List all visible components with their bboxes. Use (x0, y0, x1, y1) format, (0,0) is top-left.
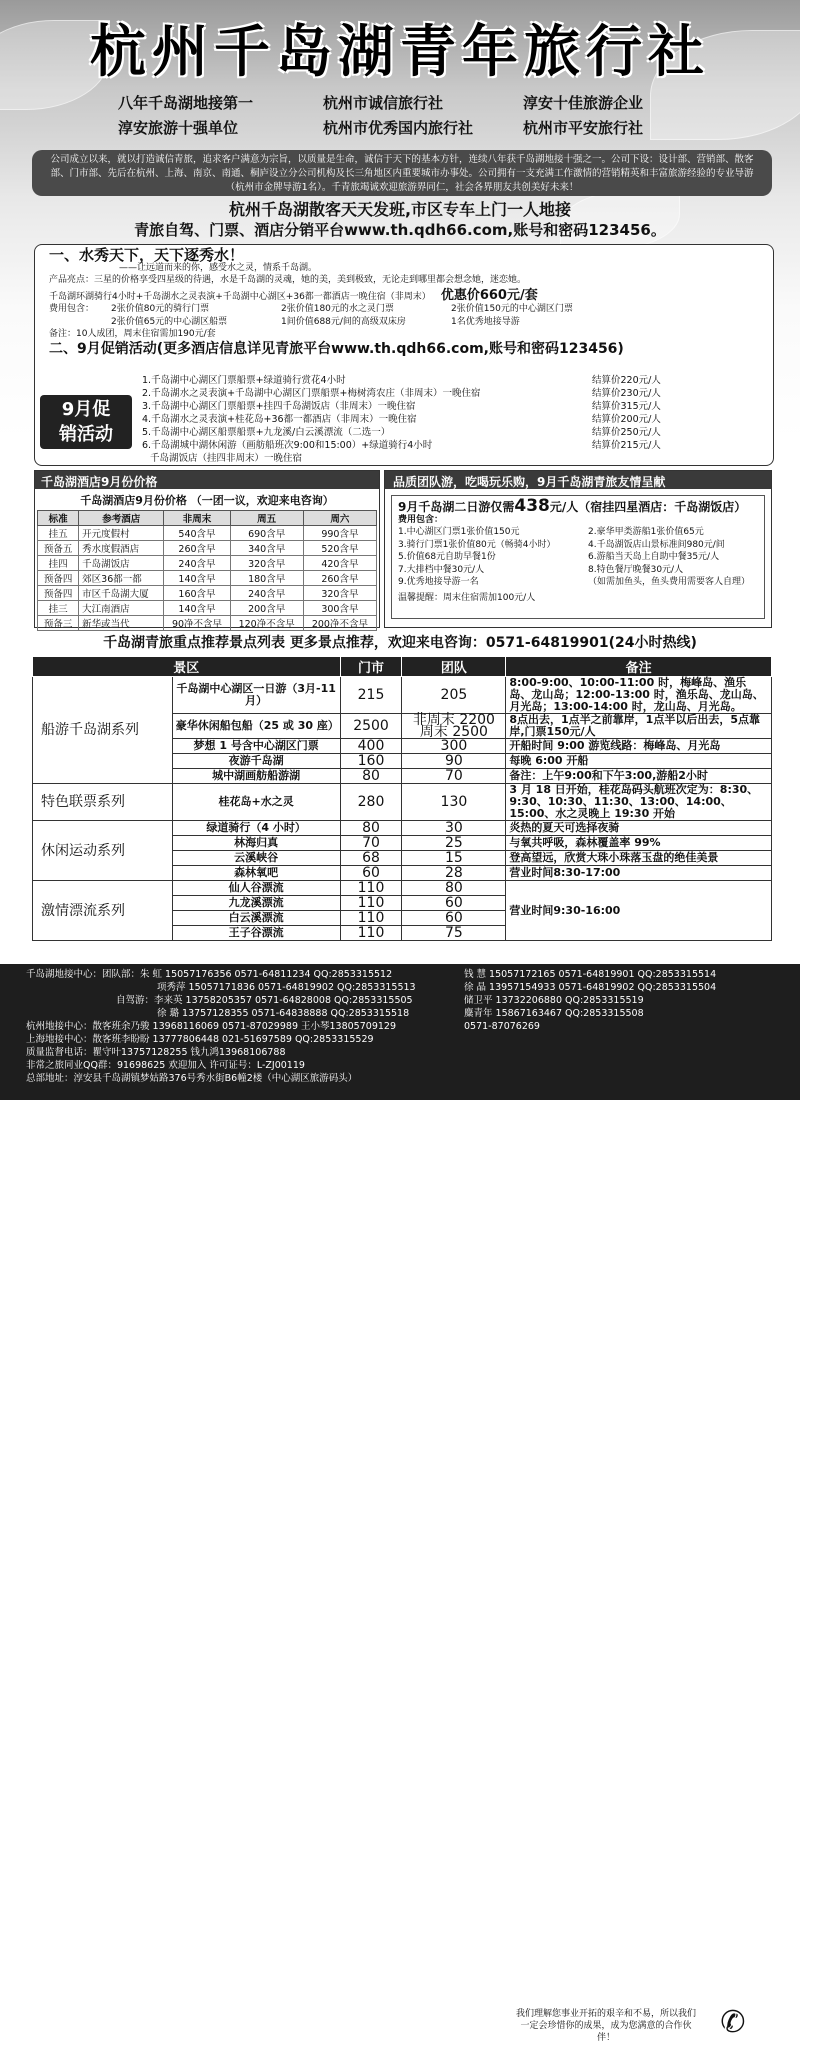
table-row (38, 601, 377, 616)
group-item: 5.价值68元自助早餐1份 (398, 552, 496, 562)
footer-line (26, 1059, 774, 1072)
retail-price: 280 (340, 784, 402, 821)
footer-line (26, 968, 774, 981)
group-price: 80 (402, 881, 506, 896)
footer-line (26, 1020, 774, 1033)
table-cell: 预备四 (38, 586, 79, 601)
table-cell: 260含早 (164, 541, 230, 556)
honor-item: 杭州市诚信旅行社 (323, 94, 444, 112)
honor-item: 杭州市优秀国内旅行社 (323, 119, 474, 137)
agency-title: 杭州千岛湖青年旅行社 (90, 20, 710, 85)
promo-badge (40, 395, 132, 449)
group-price: 60 (402, 896, 506, 911)
table-cell: 690含早 (230, 526, 303, 541)
promo-price: 结算价315元/人 (592, 401, 661, 412)
footer-line (26, 1072, 774, 1085)
footer-text: 自驾游：李来英 13758205357 0571-64828008 QQ:2853315505 (116, 995, 413, 1006)
remark-cell: 营业时间9:30-16:00 (506, 881, 772, 941)
group-fee-label: 费用包含： (398, 514, 444, 525)
table-row (33, 677, 772, 714)
table-cell: 140含早 (164, 571, 230, 586)
slogan-block (0, 200, 800, 240)
sight-name: 九龙溪漂流 (172, 896, 340, 911)
group-item: 1.中心湖区门票1张价值150元 (398, 527, 520, 537)
honor-item: 淳安旅游十强单位 (118, 119, 239, 137)
promo-list (142, 374, 702, 465)
footer-text: 钱 慧 15057172165 0571-64819901 QQ:2853315514 (464, 969, 717, 980)
footer-text: 项秀萍 15057171836 0571-64819902 QQ:2853315513 (157, 982, 416, 993)
group-item: 8.特色餐厅晚餐30元/人 (588, 564, 684, 575)
retail-price: 110 (340, 896, 402, 911)
group-title-text: 9月千岛湖二日游仅需 (398, 500, 515, 514)
group-price: 75 (402, 926, 506, 941)
table-cell: 90净不含早 (164, 616, 230, 631)
footer-line (26, 994, 774, 1007)
honor-item: 杭州市平安旅行社 (523, 119, 644, 137)
promo-badge-line: 销活动 (59, 424, 113, 445)
sight-name: 云溪峡谷 (172, 851, 340, 866)
fee-item: 2张价值65元的中心湖区船票 (111, 316, 228, 327)
table-row (38, 586, 377, 601)
promo-badge-line: 9月促 (61, 399, 111, 420)
category-cell: 休闲运动系列 (33, 821, 173, 881)
table-cell: 郊区36都一都 (79, 571, 164, 586)
table-cell: 预备五 (38, 541, 79, 556)
promo-price: 结算价215元/人 (592, 440, 661, 451)
retail-price: 400 (340, 739, 402, 754)
platform-line: 青旅自驾、门票、酒店分销平台www.th.qdh66.com,账号和密码123456。 (134, 221, 666, 239)
promo-price: 结算价200元/人 (592, 414, 661, 425)
retail-price: 110 (340, 911, 402, 926)
remark-cell: 备注：上午9:00和下午3:00,游船2小时 (506, 769, 772, 784)
remark-cell: 炎热的夏天可选择夜骑 (506, 821, 772, 836)
table-cell: 160含早 (164, 586, 230, 601)
fee-item: 1间价值688元/间的高级双床房 (281, 316, 406, 327)
column-header: 非周末 (164, 511, 230, 526)
sight-name: 林海归真 (172, 836, 340, 851)
footer-text: 千岛湖地接中心：团队部：朱 虹 15057176356 0571-64811234 QQ:2853315512 (26, 969, 393, 980)
honor-item: 淳安十佳旅游企业 (523, 94, 644, 112)
table-cell: 开元度假村 (79, 526, 164, 541)
remark-cell: 3 月 18 日开始，桂花岛码头航班次定为：8:30、9:30、10:30、11:30、13:00、14:00、15:00、水之灵晚上 19:30 开始 (506, 784, 772, 821)
table-row (38, 541, 377, 556)
column-header: 团队 (402, 657, 506, 677)
sight-name: 梦想 1 号含中心湖区门票 (172, 739, 340, 754)
group-price: 28 (402, 866, 506, 881)
fee-item: 1名优秀地接导游 (451, 316, 520, 327)
remark-cell: 登高望远，欣赏大珠小珠落玉盘的绝佳美景 (506, 851, 772, 866)
group-price: 非周末 2200 周末 2500 (402, 714, 506, 739)
tour-note: 备注：10人成团，周末住宿需加190元/套 (49, 329, 216, 339)
group-offer (391, 495, 765, 619)
promo-text: 2.千岛湖水之灵表演+千岛湖中心湖区门票船票+梅树湾农庄（非周末）一晚住宿 (142, 388, 481, 399)
table-cell: 340含早 (230, 541, 303, 556)
group-item: 9.优秀地接导游一名 (398, 577, 479, 587)
group-tour-panel (384, 470, 772, 628)
table-cell: 990含早 (303, 526, 376, 541)
table-cell: 120净不含早 (230, 616, 303, 631)
retail-price: 68 (340, 851, 402, 866)
retail-price: 80 (340, 821, 402, 836)
company-intro: 公司成立以来，就以打造诚信青旅，追求客户满意为宗旨，以质量是生命，诚信于天下的基本方针，连续八年获千岛湖地接十强之一。公司下设：设计部、营销部、散客部、门市部、先后在杭州、上海、南京、南通、桐庐设立分公司机构及长三角地区内重要城市办事处。公司拥有一支充满工作激情的营销精英和丰富旅游经验的专业导游（杭州市金牌导游1名）。千青旅竭诚欢迎旅游界同仁，社会各界朋友共创美好未来！ (32, 150, 772, 196)
sight-name: 王子谷漂流 (172, 926, 340, 941)
remark-cell: 每晚 6:00 开船 (506, 754, 772, 769)
sight-name: 绿道骑行（4 小时） (172, 821, 340, 836)
promo-item (142, 413, 702, 426)
promo-text: 3.千岛湖中心湖区门票船票+挂四千岛湖饭店（非周末）一晚住宿 (142, 401, 416, 412)
footer-text: 0571-87076269 (464, 1021, 540, 1032)
column-header: 标准 (38, 511, 79, 526)
table-cell: 320含早 (230, 556, 303, 571)
table-cell: 300含早 (303, 601, 376, 616)
fee-item: 2张价值150元的中心湖区门票 (451, 304, 573, 314)
promo-item (142, 426, 702, 439)
retail-price: 110 (340, 926, 402, 941)
table-cell: 540含早 (164, 526, 230, 541)
group-title-price: 438 (514, 496, 550, 516)
category-cell: 船游千岛湖系列 (33, 677, 173, 784)
table-cell: 240含早 (164, 556, 230, 571)
group-header: 品质团队游，吃喝玩乐购，9月千岛湖青旅友情呈献 (385, 471, 771, 489)
table-cell: 千岛湖饭店 (79, 556, 164, 571)
footer-text: 麋青年 15867163467 QQ:2853315508 (464, 1008, 644, 1019)
group-item: （如需加鱼头，鱼头费用需要客人自理） (588, 577, 751, 587)
footer-text: 总部地址：淳安县千岛湖镇梦姑路376号秀水街B6幢2楼（中心湖区旅游码头） (26, 1073, 358, 1084)
table-cell: 挂三 (38, 601, 79, 616)
sight-name: 城中湖画舫船游湖 (172, 769, 340, 784)
sight-name: 千岛湖中心湖区一日游（3月-11月） (172, 677, 340, 714)
footer-lines (26, 968, 774, 1085)
retail-price: 215 (340, 677, 402, 714)
promo-text: 千岛湖饭店（挂四非周末）一晚住宿 (150, 453, 303, 464)
table-cell: 新华或当代 (79, 616, 164, 631)
table-row (33, 821, 772, 836)
footer-text: 质量监督电话：瞿守叶13757128255 钱九鸿13968106788 (26, 1047, 286, 1058)
group-item: 3.骑行门票1张价值80元（畅骑4小时） (398, 539, 556, 550)
footer-line (26, 1046, 774, 1059)
footer-line (26, 1007, 774, 1020)
tour-route: 千岛湖环湖骑行4小时+千岛湖水之灵表演+千岛湖中心湖区+36都一都酒店一晚住宿（非周末） (49, 291, 431, 302)
hotel-price-panel (34, 470, 380, 628)
sight-name: 夜游千岛湖 (172, 754, 340, 769)
tour-highlight: 产品亮点：三星的价格享受四星级的待遇，水是千岛湖的灵魂，她的美，美到极致，无论走到哪里都会想念她，迷恋她。 (49, 275, 527, 285)
promo-item (142, 400, 702, 413)
group-item: 4.千岛湖饭店山景标准间980元/间 (588, 539, 725, 550)
remark-cell: 开船时间 9:00 游览线路：梅峰岛、月光岛 (506, 739, 772, 754)
table-cell: 180含早 (230, 571, 303, 586)
table-cell: 320含早 (303, 586, 376, 601)
tour-price: 优惠价660元/套 (440, 287, 538, 303)
group-price: 25 (402, 836, 506, 851)
honors-list (118, 92, 688, 138)
group-price: 205 (402, 677, 506, 714)
retail-price: 160 (340, 754, 402, 769)
remark-cell: 8:00-9:00、10:00-11:00 时，梅峰岛、渔乐岛、龙山岛；12:00-13:00 时，渔乐岛、龙山岛、月光岛；13:00-14:00 时，龙山岛、月光岛。 (506, 677, 772, 714)
fee-label: 费用包含： (49, 304, 95, 314)
column-header: 参考酒店 (79, 511, 164, 526)
promo-text: 6.千岛湖城中湖休闲游（画舫船班次9:00和15:00）+绿道骑行4小时 (142, 440, 433, 451)
group-item: 7.大排档中餐30元/人 (398, 564, 485, 575)
hotel-header: 千岛湖酒店9月份价格 (35, 471, 379, 489)
table-cell: 市区千岛湖大厦 (79, 586, 164, 601)
recommend-title: 千岛湖青旅重点推荐景点列表 更多景点推荐，欢迎来电咨询：0571-64819901(24小时热线) (103, 635, 697, 651)
table-row (38, 571, 377, 586)
table-cell: 260含早 (303, 571, 376, 586)
fee-item: 2张价值180元的水之灵门票 (281, 304, 394, 314)
sight-name: 豪华休闲船包船（25 或 30 座） (172, 714, 340, 739)
promo-text: 4.千岛湖水之灵表演+桂花岛+36都一都酒店（非周末）一晚住宿 (142, 414, 417, 425)
group-price: 130 (402, 784, 506, 821)
retail-price: 70 (340, 836, 402, 851)
table-cell: 挂五 (38, 526, 79, 541)
table-cell: 200含早 (230, 601, 303, 616)
promo-price (592, 452, 702, 465)
table-row (33, 784, 772, 821)
contact-footer (0, 964, 800, 2043)
tour-subtitle: ——让远道而来的你，感受水之灵，情系千岛湖。 (119, 262, 318, 273)
slogan-line: 杭州千岛湖散客天天发班,市区专车上门一人地接 (228, 200, 572, 219)
table-cell: 420含早 (303, 556, 376, 571)
fee-item: 2张价值80元的骑行门票 (111, 304, 210, 314)
promo-price: 结算价220元/人 (592, 375, 661, 386)
column-header: 周六 (303, 511, 376, 526)
table-row (38, 556, 377, 571)
column-header: 备注 (506, 657, 772, 677)
footer-text: 杭州地接中心：散客班余乃骏 13968116069 0571-87029989 王小琴13805709129 (26, 1021, 396, 1032)
tour-heading: 一、水秀天下，天下逐秀水！ (49, 246, 245, 264)
group-price: 70 (402, 769, 506, 784)
retail-price: 110 (340, 881, 402, 896)
table-cell: 秀水度假酒店 (79, 541, 164, 556)
table-row (38, 526, 377, 541)
table-cell: 520含早 (303, 541, 376, 556)
table-cell: 预备四 (38, 571, 79, 586)
footer-text: 徐 璐 13757128355 0571-64838888 QQ:2853315518 (157, 1008, 410, 1019)
remark-cell: 8点出去，1点半之前靠岸，1点半以后出去，5点靠岸,门票150元/人 (506, 714, 772, 739)
group-title-text: 元/人（宿挂四星酒店：千岛湖饭店） (549, 500, 747, 514)
group-price: 15 (402, 851, 506, 866)
table-cell: 挂四 (38, 556, 79, 571)
slogan-bubble: 我们理解您事业开拓的艰辛和不易，所以我们一定会珍惜你的成果，成为您满意的合作伙伴！ (508, 2004, 704, 2048)
group-warm-note: 温馨提醒：周末住宿需加100元/人 (398, 592, 536, 603)
sight-name: 仙人谷漂流 (172, 881, 340, 896)
table-cell: 大江南酒店 (79, 601, 164, 616)
footer-line (26, 1033, 774, 1046)
footer-text: 非常之旅同业QQ群：91698625 欢迎加入 许可证号：L-ZJ00119 (26, 1060, 305, 1071)
group-item: 2.豪华甲类游船1张价值65元 (588, 527, 704, 537)
sight-name: 森林氧吧 (172, 866, 340, 881)
table-cell: 240含早 (230, 586, 303, 601)
table-row (38, 616, 377, 631)
group-price: 60 (402, 911, 506, 926)
table-cell: 预备三 (38, 616, 79, 631)
retail-price: 2500 (340, 714, 402, 739)
honor-item: 八年千岛湖地接第一 (118, 94, 254, 112)
category-cell: 激情漂流系列 (33, 881, 173, 941)
remark-cell: 与氧共呼吸，森林覆盖率 99% (506, 836, 772, 851)
column-header: 景区 (33, 657, 341, 677)
retail-price: 80 (340, 769, 402, 784)
group-price: 300 (402, 739, 506, 754)
retail-price: 60 (340, 866, 402, 881)
column-header: 门市 (340, 657, 402, 677)
promo-item (142, 452, 702, 465)
promo-text: 1.千岛湖中心湖区门票船票+绿道骑行赏花4小时 (142, 375, 346, 386)
group-item: 6.游船当天岛上自助中餐35元/人 (588, 552, 720, 562)
promo-text: 5.千岛湖中心湖区船票船票+九龙溪/白云溪漂流（二选一） (142, 427, 391, 438)
column-header: 周五 (230, 511, 303, 526)
remark-cell: 营业时间8:30-17:00 (506, 866, 772, 881)
promo-item (142, 439, 702, 452)
footer-line (26, 981, 774, 994)
table-cell: 200净不含早 (303, 616, 376, 631)
promo-price: 结算价230元/人 (592, 388, 661, 399)
sight-name: 白云溪漂流 (172, 911, 340, 926)
hotel-table (37, 510, 377, 631)
group-price: 90 (402, 754, 506, 769)
promo-item (142, 387, 702, 400)
sight-name: 桂花岛+水之灵 (172, 784, 340, 821)
group-price: 30 (402, 821, 506, 836)
table-row (33, 881, 772, 896)
footer-text: 上海地接中心：散客班李盼盼 13777806448 021-51697589 QQ:2853315529 (26, 1034, 374, 1045)
promo-price: 结算价250元/人 (592, 427, 661, 438)
promo-item (142, 374, 702, 387)
promo-heading: 二、9月促销活动(更多酒店信息详见青旅平台www.th.qdh66.com,账号和密码123456) (49, 340, 624, 357)
group-title (398, 496, 758, 516)
table-cell: 140含早 (164, 601, 230, 616)
sights-table (32, 656, 772, 941)
footer-text: 徐 晶 13957154933 0571-64819902 QQ:2853315504 (464, 982, 717, 993)
group-items (398, 526, 758, 589)
phone-icon: ✆ (708, 1998, 758, 2048)
footer-text: 储卫平 13732206880 QQ:2853315519 (464, 995, 644, 1006)
hotel-subheader: 千岛湖酒店9月份价格 （一团一议，欢迎来电咨询） (80, 494, 334, 507)
category-cell: 特色联票系列 (33, 784, 173, 821)
